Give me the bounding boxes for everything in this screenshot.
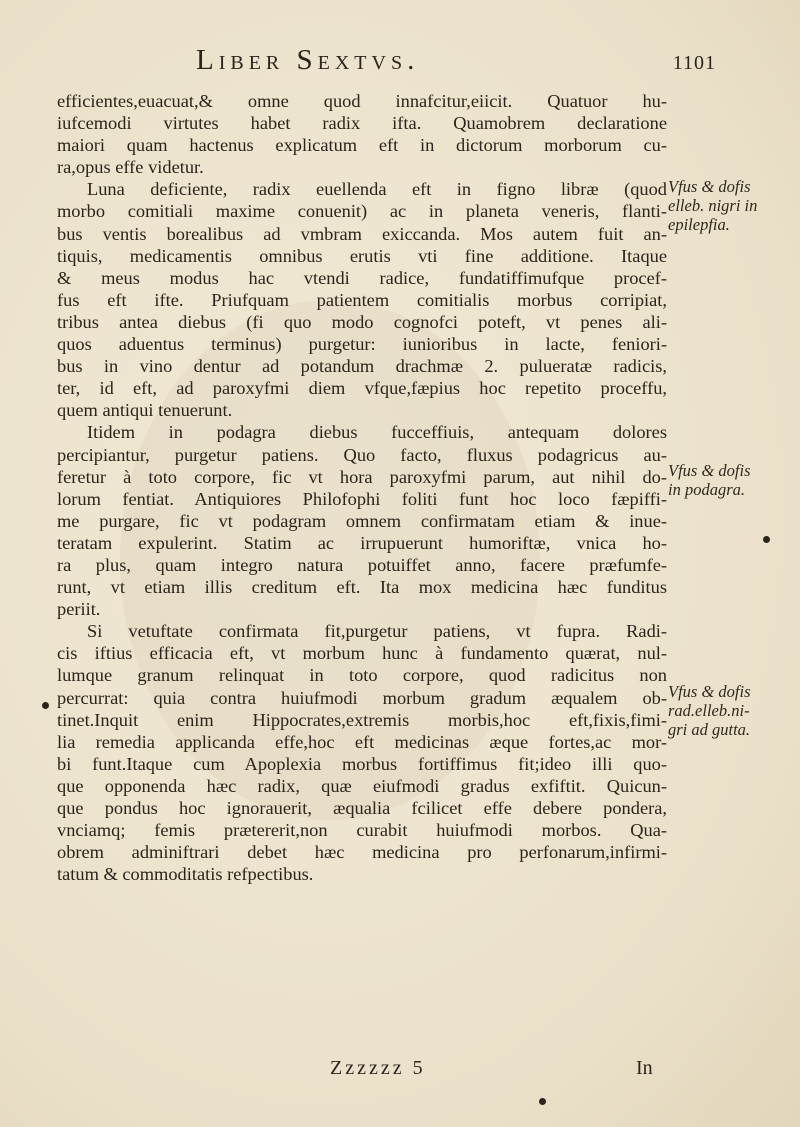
text-line: fus eft ifte. Priufquam patientem comitialis morbus corripiat, [57,289,667,310]
text-line: teratam expulerint. Statim ac irrupuerunt humoriftæ, vnica ho- [57,532,667,553]
text-line: percipiantur, purgetur patiens. Quo facto, fluxus podagricus au- [57,444,667,465]
text-line: obrem adminiftrari debet hæc medicina pro perfonarum,infirmi- [57,842,667,863]
text-line: & meus modus hac vtendi radice, fundatiffimufque procef- [57,267,667,288]
text-line: bus in vino dentur ad potandum drachmæ 2. pulueratæ radicis, [57,356,667,377]
paragraph-2 [57,178,667,421]
text-line: Si vetuftate confirmata fit,purgetur patiens, vt fupra. Radi- [87,621,667,642]
margin-note-line: Vfus & dofis [668,682,751,701]
text-line: bi funt.Itaque cum Apoplexia morbus fortiffimus fit;ideo illi quo- [57,753,667,774]
margin-note-epilepsy [668,177,796,234]
text-line: ra,opus effe videtur. [57,157,204,178]
text-line: cis iftius efficacia eft, vt morbum hunc à fundamento quærat, nul- [57,643,667,664]
margin-note-line: Vfus & dofis [668,177,751,196]
catchword: In [636,1057,653,1079]
paragraph-1 [57,90,667,178]
text-line: bus ventis borealibus ad vmbram exiccanda. Mos autem fuit an- [57,223,667,244]
text-line: lumque granum relinquat in toto corpore, quod radicitus non [57,665,667,686]
text-line: Itidem in podagra diebus fucceffiuis, antequam dolores [87,422,667,443]
margin-note-gutta [668,682,796,739]
text-line: quos aduentus terminus) purgetur: iunioribus in lacte, feniori- [57,334,667,355]
signature-mark: Zzzzzz 5 [330,1057,426,1079]
text-line: me purgare, fic vt podagram omnem confirmatam etiam & inue- [57,510,667,531]
paragraph-3 [57,421,667,620]
text-line: ra plus, quam integro natura potuiffet anno, facere præfumfe- [57,554,667,575]
margin-note-line: in podagra. [668,480,746,499]
bullet-mark-icon [42,702,49,709]
text-line: feretur à toto corpore, fic vt hora paroxyfmi parum, aut nihil do- [57,466,667,487]
body-text [57,90,667,885]
text-line: lia remedia applicanda effe,hoc eft medicinas æque fortes,ac mor- [57,731,667,752]
text-line: efficientes,euacuat,& omne quod innafcitur,eiicit. Quatuor hu- [57,91,667,111]
margin-note-podagra [668,461,796,499]
text-line: que pondus hoc ignorauerit, æqualia fcilicet effe debere pondera, [57,798,667,818]
text-line: lorum fentiat. Antiquiores Philofophi foliti funt hoc loco fæpiffi- [57,488,667,509]
paragraph-4 [57,620,667,885]
margin-note-line: rad.elleb.ni- [668,701,750,720]
text-line: periit. [57,599,101,620]
text-line: morbo comitiali maxime conuenit) ac in planeta veneris, flanti- [57,201,667,222]
text-line: tinet.Inquit enim Hippocrates,extremis morbis,hoc eft,fixis,fimi- [57,709,667,730]
text-line: tiquis, medicamentis omnibus erutis vti fine additione. Itaque [57,245,667,266]
bullet-mark-icon [539,1098,546,1105]
page-number: 1101 [672,52,716,74]
text-line: ter, id eft, ad paroxyfmi diem vfque,fæpius hoc repetito proceffu, [57,378,667,399]
text-line: quem antiqui tenuerunt. [57,400,233,421]
text-line: maiori quam hactenus explicatum eft in dictorum morborum cu- [57,135,667,156]
margin-note-line: Vfus & dofis [668,461,751,480]
margin-note-line: gri ad gutta. [668,720,751,739]
margin-note-line: elleb. nigri in [668,196,758,215]
text-line: que opponenda hæc radix, quæ eiufmodi gradus exfiftit. Quicun- [57,775,667,796]
text-line: Luna deficiente, radix euellenda eft in figno libræ (quod [87,179,667,200]
text-line: tatum & commoditatis refpectibus. [57,864,314,885]
text-line: iufcemodi virtutes habet radix ifta. Quamobrem declaratione [57,113,667,134]
running-title: Liber Sextvs. [196,44,420,76]
page-header [196,44,716,80]
text-line: vnciamq; femis prætererit,non curabit huiufmodi morbos. Qua- [57,820,667,841]
text-line: percurrat: quia contra huiufmodi morbum gradum æqualem ob- [57,687,667,708]
text-line: runt, vt etiam illis creditum eft. Ita mox medicina hæc funditus [57,577,667,598]
bullet-mark-icon [763,536,770,543]
text-line: tribus antea diebus (fi quo modo cognofci poteft, vt penes ali- [57,311,667,332]
margin-note-line: epilepfia. [668,215,730,234]
